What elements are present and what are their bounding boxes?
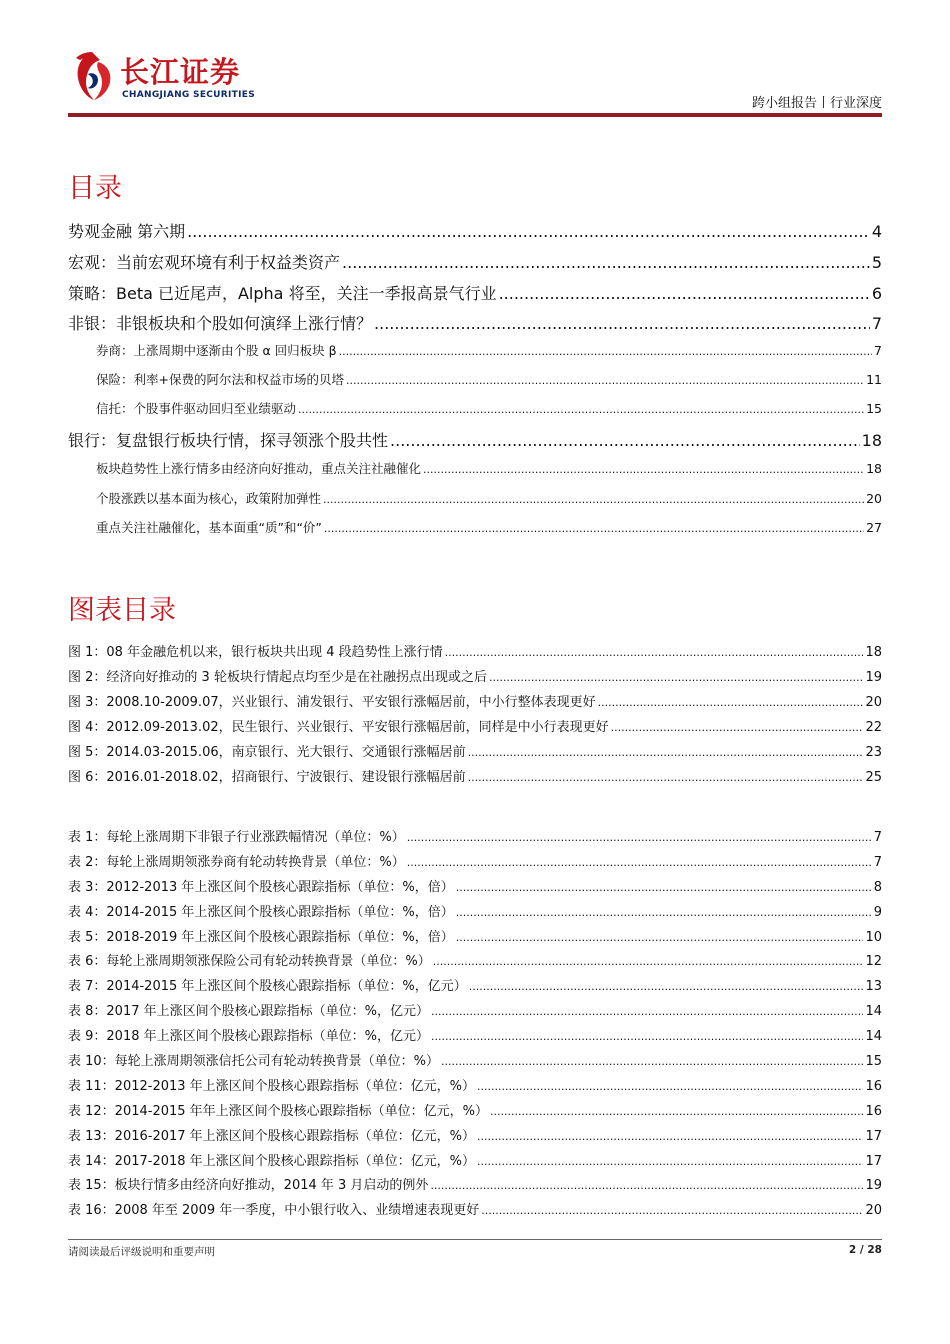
dot-leader bbox=[489, 671, 864, 684]
toc-item[interactable] bbox=[68, 250, 882, 273]
toc-subitem[interactable] bbox=[96, 518, 882, 536]
table-entry-title: 表 8：2017 年上涨区间个股核心跟踪指标（单位：%，亿元） bbox=[68, 1004, 429, 1019]
figure-entry[interactable] bbox=[68, 741, 882, 760]
figure-entry-page: 20 bbox=[865, 695, 882, 710]
table-entry[interactable] bbox=[68, 1174, 882, 1193]
toc-item-title: 非银：非银板块和个股如何演绎上涨行情？ bbox=[68, 314, 373, 333]
table-entry[interactable] bbox=[68, 1075, 882, 1094]
toc-subitem-page: 15 bbox=[866, 401, 882, 416]
toc-subitem-title: 板块趋势性上涨行情多由经济向好推动，重点关注社融催化 bbox=[96, 461, 422, 476]
table-entry-title: 表 2：每轮上涨周期领涨券商有轮动转换背景（单位：%） bbox=[68, 855, 405, 870]
dot-leader bbox=[407, 831, 872, 844]
dot-leader bbox=[390, 431, 860, 450]
table-entry-page: 20 bbox=[865, 1203, 882, 1218]
figure-entry-page: 22 bbox=[865, 720, 882, 735]
table-entry-title: 表 4：2014-2015 年上涨区间个股核心跟踪指标（单位：%，倍） bbox=[68, 905, 454, 920]
table-entry[interactable] bbox=[68, 975, 882, 994]
table-entry-title: 表 5：2018-2019 年上涨区间个股核心跟踪指标（单位：%，倍） bbox=[68, 930, 454, 945]
figure-entry[interactable] bbox=[68, 716, 882, 735]
table-entry-page: 8 bbox=[873, 880, 882, 895]
toc-item-page: 6 bbox=[871, 284, 882, 303]
toc-subitem-title: 个股涨跌以基本面为核心，政策附加弹性 bbox=[96, 491, 322, 506]
toc-subitem-title: 保险：利率+保费的阿尔法和权益市场的贝塔 bbox=[96, 372, 344, 387]
table-entry-page: 17 bbox=[865, 1154, 882, 1169]
table-entry-title: 表 15：板块行情多由经济向好推动，2014 年 3 月启动的例外 bbox=[68, 1178, 429, 1193]
figure-entry[interactable] bbox=[68, 691, 882, 710]
toc-item[interactable] bbox=[68, 281, 882, 304]
toc-subitem-page: 11 bbox=[866, 372, 882, 387]
table-entry-title: 表 7：2014-2015 年上涨区间个股核心跟踪指标（单位：%，亿元） bbox=[68, 979, 467, 994]
dot-leader bbox=[339, 345, 872, 358]
dot-leader bbox=[468, 771, 864, 784]
page-header bbox=[0, 0, 950, 125]
table-entry-title: 表 3：2012-2013 年上涨区间个股核心跟踪指标（单位：%，倍） bbox=[68, 880, 454, 895]
dot-leader bbox=[324, 522, 864, 535]
dot-leader bbox=[469, 980, 864, 993]
table-entry-page: 14 bbox=[865, 1004, 882, 1019]
toc-subitem-title: 重点关注社融催化，基本面重“质”和“价” bbox=[96, 520, 322, 535]
footer-divider bbox=[68, 1239, 882, 1240]
table-entry-title: 表 9：2018 年上涨区间个股核心跟踪指标（单位：%，亿元） bbox=[68, 1029, 429, 1044]
table-entry-page: 13 bbox=[865, 979, 882, 994]
table-entry-page: 7 bbox=[873, 830, 882, 845]
dot-leader bbox=[477, 1130, 863, 1143]
table-entry-page: 10 bbox=[865, 930, 882, 945]
table-entry-page: 15 bbox=[865, 1054, 882, 1069]
table-entry[interactable] bbox=[68, 1199, 882, 1218]
dot-leader bbox=[477, 1080, 863, 1093]
table-entry-page: 17 bbox=[865, 1129, 882, 1144]
toc-subitem[interactable] bbox=[96, 370, 882, 388]
toc-subitem-title: 信托：个股事件驱动回归至业绩驱动 bbox=[96, 401, 297, 416]
toc-item[interactable] bbox=[68, 428, 882, 451]
figure-entry-title: 图 1：08 年金融危机以来，银行板块共出现 4 段趋势性上涨行情 bbox=[68, 645, 443, 660]
figure-entry-page: 25 bbox=[865, 770, 882, 785]
table-entry[interactable] bbox=[68, 851, 882, 870]
toc-subitem[interactable] bbox=[96, 489, 882, 507]
dot-leader bbox=[445, 646, 864, 659]
toc-item-page: 7 bbox=[871, 314, 882, 333]
table-entry-title: 表 13：2016-2017 年上涨区间个股核心跟踪指标（单位：亿元，%） bbox=[68, 1129, 476, 1144]
toc-item-page: 18 bbox=[861, 431, 882, 450]
toc-subitem-page: 27 bbox=[866, 520, 882, 535]
toc-item-title: 势观金融 第六期 bbox=[68, 222, 186, 241]
table-entry-title: 表 16：2008 年至 2009 年一季度，中小银行收入、业绩增速表现更好 bbox=[68, 1203, 480, 1218]
figure-entry-title: 图 2：经济向好推动的 3 轮板块行情起点均至少是在社融拐点出现或之后 bbox=[68, 670, 487, 685]
table-entry-page: 12 bbox=[865, 954, 882, 969]
table-entry-title: 表 1：每轮上涨周期下非银子行业涨跌幅情况（单位：%） bbox=[68, 830, 405, 845]
toc-item-title: 银行：复盘银行板块行情，探寻领涨个股共性 bbox=[68, 431, 389, 450]
figure-entry-page: 19 bbox=[865, 670, 882, 685]
phoenix-logo-icon bbox=[68, 48, 116, 104]
report-type-label: 跨小组报告丨行业深度 bbox=[751, 96, 882, 111]
figure-entry[interactable] bbox=[68, 766, 882, 785]
figure-entry-title: 图 6：2016.01-2018.02，招商银行、宁波银行、建设银行涨幅居前 bbox=[68, 770, 466, 785]
toc-item-title: 策略：Beta 已近尾声，Alpha 将至，关注一季报高景气行业 bbox=[68, 284, 497, 303]
table-entry-page: 9 bbox=[873, 905, 882, 920]
table-entry-title: 表 10：每轮上涨周期领涨信托公司有轮动转换背景（单位：%） bbox=[68, 1054, 440, 1069]
table-entry-title: 表 11：2012-2013 年上涨区间个股核心跟踪指标（单位：亿元，%） bbox=[68, 1079, 476, 1094]
figure-entry[interactable] bbox=[68, 641, 882, 660]
company-logo bbox=[68, 48, 318, 108]
figure-entry-page: 23 bbox=[865, 745, 882, 760]
toc-item-page: 5 bbox=[871, 253, 882, 272]
dot-leader bbox=[323, 493, 864, 506]
table-entry-page: 19 bbox=[865, 1178, 882, 1193]
dot-leader bbox=[342, 253, 870, 272]
table-entry[interactable] bbox=[68, 826, 882, 845]
toc-item[interactable] bbox=[68, 311, 882, 334]
table-entry[interactable] bbox=[68, 1000, 882, 1019]
figure-entry-title: 图 5：2014.03-2015.06，南京银行、光大银行、交通银行涨幅居前 bbox=[68, 745, 466, 760]
toc-item-page: 4 bbox=[871, 222, 882, 241]
table-entry-page: 16 bbox=[865, 1104, 882, 1119]
dot-leader bbox=[499, 284, 870, 303]
table-entry[interactable] bbox=[68, 1125, 882, 1144]
dot-leader bbox=[481, 1204, 863, 1217]
table-entry[interactable] bbox=[68, 1100, 882, 1119]
page-number: 2 / 28 bbox=[848, 1244, 882, 1256]
table-entry[interactable] bbox=[68, 950, 882, 969]
table-entry-page: 16 bbox=[865, 1079, 882, 1094]
header-divider bbox=[68, 113, 882, 117]
toc-title: 目录 bbox=[68, 173, 122, 204]
toc-subitem-page: 20 bbox=[866, 491, 882, 506]
dot-leader bbox=[431, 1005, 863, 1018]
dot-leader bbox=[430, 1179, 863, 1192]
dot-leader bbox=[611, 721, 864, 734]
figure-entry-title: 图 3：2008.10-2009.07，兴业银行、浦发银行、平安银行涨幅居前，中小行整体表现更好 bbox=[68, 695, 596, 710]
table-entry-title: 表 14：2017-2018 年上涨区间个股核心跟踪指标（单位：亿元，%） bbox=[68, 1154, 476, 1169]
dot-leader bbox=[456, 931, 864, 944]
table-entry[interactable] bbox=[68, 1050, 882, 1069]
toc-item-title: 宏观：当前宏观环境有利于权益类资产 bbox=[68, 253, 341, 272]
dot-leader bbox=[431, 1030, 863, 1043]
dot-leader bbox=[374, 314, 870, 333]
table-entry[interactable] bbox=[68, 1025, 882, 1044]
toc-subitem-page: 18 bbox=[866, 461, 882, 476]
dot-leader bbox=[423, 463, 864, 476]
table-entry-title: 表 6：每轮上涨周期领涨保险公司有轮动转换背景（单位：%） bbox=[68, 954, 431, 969]
toc-subitem-title: 券商：上涨周期中逐渐由个股 α 回归板块 β bbox=[96, 343, 337, 358]
dot-leader bbox=[298, 403, 864, 416]
dot-leader bbox=[477, 1155, 863, 1168]
toc-subitem-page: 7 bbox=[874, 343, 882, 358]
dot-leader bbox=[456, 881, 872, 894]
table-entry-page: 14 bbox=[865, 1029, 882, 1044]
dot-leader bbox=[407, 856, 872, 869]
figure-entry-title: 图 4：2012.09-2013.02，民生银行、兴业银行、平安银行涨幅居前，同样是中小行表现更好 bbox=[68, 720, 609, 735]
figure-entry[interactable] bbox=[68, 666, 882, 685]
table-entry-page: 7 bbox=[873, 855, 882, 870]
toc-item[interactable] bbox=[68, 219, 882, 242]
toc-subitem[interactable] bbox=[96, 399, 882, 417]
dot-leader bbox=[187, 222, 870, 241]
figure-index-title: 图表目录 bbox=[68, 595, 176, 626]
dot-leader bbox=[433, 955, 864, 968]
logo-chinese-name: 长江证券 bbox=[120, 55, 241, 89]
table-entry[interactable] bbox=[68, 1150, 882, 1169]
table-entry[interactable] bbox=[68, 876, 882, 895]
footer-disclaimer: 请阅读最后评级说明和重要声明 bbox=[68, 1246, 215, 1258]
logo-english-name: CHANGJIANG SECURITIES bbox=[122, 90, 255, 100]
figure-entry-page: 18 bbox=[865, 645, 882, 660]
dot-leader bbox=[598, 696, 864, 709]
table-entry[interactable] bbox=[68, 901, 882, 920]
dot-leader bbox=[468, 746, 864, 759]
toc-subitem[interactable] bbox=[96, 341, 882, 359]
table-entry-title: 表 12：2014-2015 年年上涨区间个股核心跟踪指标（单位：亿元，%） bbox=[68, 1104, 489, 1119]
dot-leader bbox=[441, 1055, 863, 1068]
dot-leader bbox=[456, 906, 872, 919]
dot-leader bbox=[490, 1105, 863, 1118]
toc-subitem[interactable] bbox=[96, 459, 882, 477]
table-entry[interactable] bbox=[68, 926, 882, 945]
dot-leader bbox=[346, 374, 864, 387]
